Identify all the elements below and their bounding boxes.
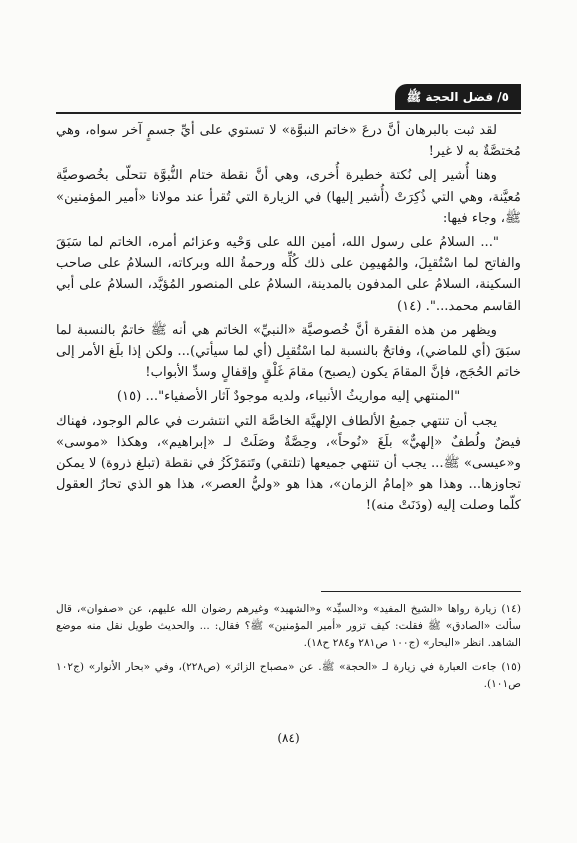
footnote: (١٤) زيارة رواها «الشيخ المفيد» و«السيِّد» و«الشهيد» وغيرهم رضوان الله عليهم، عن «صفوان»، قال سألت «الصادق» ﷺ فقلت: كيف تزور «أمير المؤمنين» ﷺ؟ فقال: ... والحديث طويل نقل منه موضع الشاهد. انظر «البحار» (ج١٠٠ ص٢٨١ و٢٨٤ ح١٨). — [56, 603, 521, 650]
paragraph: ويظهر من هذه الفقرة أنَّ خُصوصيَّة «النبيِّ» الخاتم هي أنه ﷺ خاتمٌ بالنسبة لما سبَقَ (أي للماضي)، وفاتحٌ بالنسبة لما اسْتُقبِل (أي لما سيأتي)... ولكن إذا بلَغ الأمر إلى خاتم الحُجَج، فإنَّ المقامَ يكون (يصبح) مقامَ غَلْقٍ وإقفالٍ وسدِّ الأبواب! — [56, 322, 521, 381]
paragraph: وهنا أُشير إلى نُكتة خطيرة أُخرى، وهي أنَّ نقطة ختام النُّبوَّة تتحلّى بخُصوصيَّة مُعيَّنة، وهي التي ذُكِرَتْ (أُشير إليها) في الزيارة التي تُقرأ عند مولانا «أمير المؤمنين» ﷺ، وجاء فيها: — [56, 168, 521, 226]
quotation: "المنتهي إليه مواريثُ الأنبياء، ولديه موجودٌ آثار الأصفياء"... (١٥) — [116, 389, 461, 405]
running-header — [56, 84, 521, 114]
paragraph: لقد ثبت بالبرهان أنَّ درعَ «خاتم النبوَّة» لا تستوي على أيِّ جسمٍ آخر سواه، وهي مُختصَّةٌ به لا غير! — [56, 123, 521, 160]
footnote: (١٥) جاءت العبارة في زيارة لـ «الحجة» ﷺ. عن «مصباح الزائر» (ص٢٢٨)، وفي «بحار الأنوار» (ج١٠٢ ص١٠١). — [56, 660, 522, 690]
running-title: ٥/ فضل الحجة ﷺ — [395, 84, 521, 110]
footnote-divider — [321, 591, 521, 592]
quotation: "... السلامُ على رسول الله، أمين الله على وَحْيه وعزائم أمره، الخاتم لما سَبَقَ والفاتح لما اسْتُقبِلَ، والمُهيمِن على ذلك كُلِّه ورحمةُ الله وبركاته، السلامُ على صاحب السكينة، السلامُ على المدفون بالمدينة، السلامُ على المنصور المُؤيَّد، السلامُ على أبي القاسم محمد...". (١٤) — [56, 235, 521, 314]
paragraph: يجب أن تنتهي جميعُ الألطاف الإلهيَّة الخاصَّة التي انتشرت في عالم الوجود، فهناك فيضٌ ولُطفٌ «إلهيٌّ» بلَغَ «نُوحاً»، وحِصَّةٌ وصَلَتْ لـ «إبراهيم»، وهكذا «موسى» و«عيسى» ﷺ... يجب أن تنتهي جميعها (تلتقي) وتَتمَرْكَزُ في نقطة (تبلغ ذروة) لا يمكن تجاوزها... وهذا هو «إمامُ الزمان»، هذا هو «وليُّ العصر»، هذا هو الذي تحارُ العقول كلّما وصلت إليه (ودَنَتْ منه)! — [56, 413, 521, 514]
main-text — [56, 120, 521, 520]
page-number: (٨٤) — [277, 731, 300, 745]
footnotes — [56, 601, 521, 699]
